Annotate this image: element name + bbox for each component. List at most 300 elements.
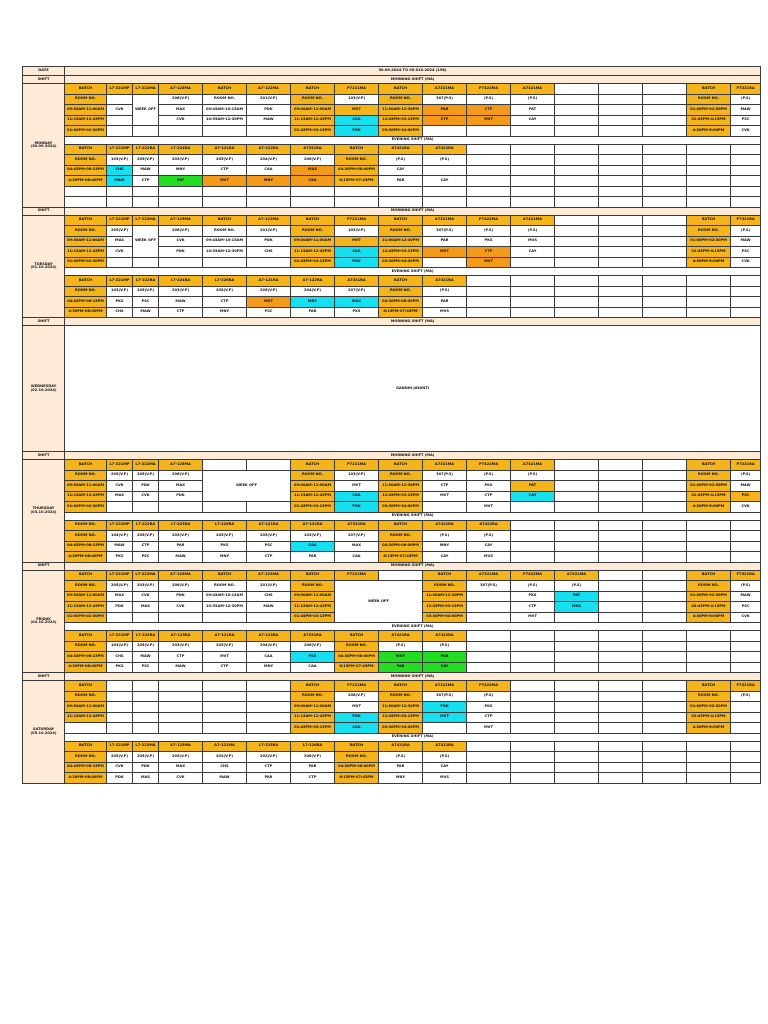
- day-cell: [23, 681, 65, 784]
- schedule-cell: PDK: [159, 247, 203, 258]
- schedule-cell: [467, 197, 511, 208]
- schedule-cell: 02:45PM-4:15PM: [687, 712, 731, 723]
- schedule-cell: [731, 752, 761, 763]
- schedule-cell: (P.S): [511, 581, 555, 592]
- day-date: (30.09.2024): [30, 144, 57, 149]
- schedule-cell: 09:45AM-10:15AM: [203, 236, 247, 247]
- schedule-cell: [599, 723, 643, 734]
- schedule-cell: [731, 631, 761, 642]
- schedule-cell: 04:30PM-06:00PM: [379, 297, 423, 308]
- schedule-cell: [731, 165, 761, 176]
- shift-label: SHIFT: [23, 76, 65, 84]
- schedule-cell: [599, 276, 643, 287]
- schedule-cell: ROOM NO.: [335, 641, 379, 652]
- schedule-cell: P7221MA: [335, 460, 379, 471]
- schedule-cell: [159, 691, 203, 702]
- schedule-cell: [643, 126, 687, 137]
- schedule-cell: CVK: [107, 481, 133, 492]
- schedule-cell: MVT: [423, 247, 467, 258]
- schedule-cell: CVK: [731, 126, 761, 137]
- schedule-cell: [159, 681, 203, 692]
- schedule-cell: [643, 531, 687, 542]
- schedule-cell: ROOM NO.: [379, 94, 423, 105]
- schedule-cell: [731, 286, 761, 297]
- schedule-cell: [555, 286, 599, 297]
- schedule-cell: P7422MA: [467, 460, 511, 471]
- schedule-cell: 01:45PM-03:15PM: [291, 612, 335, 623]
- schedule-cell: ROOM NO.: [65, 531, 107, 542]
- schedule-cell: 6:15PM-07:45PM: [335, 176, 379, 187]
- schedule-cell: 6:15PM-07:45PM: [379, 552, 423, 563]
- schedule-cell: A7331RA: [335, 276, 379, 287]
- schedule-cell: [423, 197, 467, 208]
- schedule-cell: ROOM NO.: [379, 531, 423, 542]
- timetable: [22, 66, 761, 784]
- schedule-cell: ROOM NO.: [291, 470, 335, 481]
- schedule-cell: MAW: [731, 591, 761, 602]
- schedule-cell: 201(V.P): [247, 581, 291, 592]
- schedule-cell: [65, 197, 107, 208]
- schedule-cell: A7321MA: [467, 570, 511, 581]
- schedule-cell: BATCH: [687, 460, 731, 471]
- schedule-cell: [599, 591, 643, 602]
- schedule-cell: 103(V.P): [335, 226, 379, 237]
- schedule-cell: 202(V.P): [247, 752, 291, 763]
- schedule-cell: ROOM NO.: [203, 581, 247, 592]
- schedule-cell: 307(P.S): [423, 226, 467, 237]
- schedule-cell: [555, 155, 599, 166]
- schedule-cell: [511, 541, 555, 552]
- day-date: (05.10.2024): [30, 730, 57, 735]
- schedule-cell: BATCH: [291, 84, 335, 95]
- schedule-cell: 205(V.P): [107, 752, 133, 763]
- schedule-cell: 11:15AM-12:45PM: [65, 247, 107, 258]
- schedule-cell: ROOM NO.: [423, 581, 467, 592]
- schedule-cell: [555, 276, 599, 287]
- schedule-cell: 205(V.P): [107, 226, 133, 237]
- schedule-cell: [555, 712, 599, 723]
- schedule-cell: ROOM NO.: [65, 226, 107, 237]
- schedule-cell: PAT: [555, 591, 599, 602]
- schedule-cell: CAA: [291, 541, 335, 552]
- schedule-cell: BATCH: [65, 215, 107, 226]
- schedule-cell: PAT: [511, 105, 555, 116]
- schedule-cell: PKS: [203, 541, 247, 552]
- schedule-cell: [731, 741, 761, 752]
- schedule-cell: 04:45PM-06:15PM: [65, 762, 107, 773]
- schedule-cell: MVT: [511, 612, 555, 623]
- schedule-cell: [247, 502, 291, 513]
- schedule-cell: ROOM NO.: [379, 691, 423, 702]
- schedule-cell: 04:45PM-06:15PM: [65, 297, 107, 308]
- schedule-cell: [467, 307, 511, 318]
- schedule-cell: CTP: [247, 552, 291, 563]
- schedule-cell: A7-125MA: [159, 570, 203, 581]
- schedule-cell: [467, 591, 511, 602]
- schedule-cell: PDK: [133, 481, 159, 492]
- schedule-cell: BATCH: [65, 460, 107, 471]
- schedule-cell: MAW: [159, 662, 203, 673]
- schedule-cell: [555, 84, 599, 95]
- schedule-cell: CHS: [247, 247, 291, 258]
- day-name: MONDAY: [34, 140, 53, 145]
- schedule-cell: [247, 257, 291, 268]
- schedule-cell: [599, 155, 643, 166]
- schedule-cell: [599, 712, 643, 723]
- schedule-cell: 205(V.P): [133, 752, 159, 763]
- schedule-cell: [643, 681, 687, 692]
- schedule-cell: CVK: [107, 105, 133, 116]
- schedule-cell: A7422RA: [467, 520, 511, 531]
- schedule-cell: [555, 612, 599, 623]
- schedule-cell: P7221MA: [335, 215, 379, 226]
- schedule-cell: [643, 197, 687, 208]
- schedule-cell: 207(V.P): [335, 286, 379, 297]
- schedule-cell: 04:30PM-06:00PM: [335, 165, 379, 176]
- schedule-cell: MAX: [335, 297, 379, 308]
- schedule-cell: [643, 541, 687, 552]
- schedule-cell: [643, 591, 687, 602]
- schedule-cell: [247, 612, 291, 623]
- schedule-cell: A7-122RA: [291, 276, 335, 287]
- schedule-cell: CVK: [159, 602, 203, 613]
- schedule-cell: MAS: [133, 602, 159, 613]
- schedule-cell: [133, 257, 159, 268]
- schedule-cell: [643, 491, 687, 502]
- schedule-cell: [133, 712, 159, 723]
- schedule-cell: [599, 762, 643, 773]
- schedule-cell: L7-222MA: [133, 570, 159, 581]
- schedule-cell: PSC: [247, 307, 291, 318]
- schedule-cell: [159, 723, 203, 734]
- schedule-cell: [555, 197, 599, 208]
- schedule-cell: A7422RA: [423, 144, 467, 155]
- schedule-cell: [423, 723, 467, 734]
- schedule-cell: PDK: [159, 591, 203, 602]
- shift-label: SHIFT: [23, 207, 65, 215]
- schedule-cell: MAW: [731, 236, 761, 247]
- schedule-cell: 103(V.P): [291, 531, 335, 542]
- schedule-cell: PSC: [133, 552, 159, 563]
- schedule-cell: 201(V.P): [247, 226, 291, 237]
- schedule-cell: 11:00AM-12:30PM: [423, 591, 467, 602]
- schedule-cell: [555, 691, 599, 702]
- schedule-cell: [731, 307, 761, 318]
- schedule-cell: A7421RA: [379, 741, 423, 752]
- schedule-cell: (P.S): [467, 470, 511, 481]
- schedule-cell: [511, 144, 555, 155]
- schedule-cell: 206(V.P): [159, 226, 203, 237]
- schedule-cell: [731, 144, 761, 155]
- schedule-cell: [291, 186, 335, 197]
- schedule-cell: A7321MA: [423, 460, 467, 471]
- schedule-cell: BATCH: [379, 215, 423, 226]
- schedule-cell: 205(V.P): [247, 286, 291, 297]
- schedule-cell: MVT: [335, 702, 379, 713]
- schedule-cell: CAY: [511, 247, 555, 258]
- schedule-cell: [107, 702, 133, 713]
- schedule-cell: MNY: [291, 297, 335, 308]
- schedule-cell: [687, 165, 731, 176]
- schedule-cell: 09:30AM-11:00AM: [65, 236, 107, 247]
- schedule-cell: BATCH: [379, 681, 423, 692]
- week-off-label: WEEK OFF: [133, 226, 159, 258]
- schedule-cell: [643, 741, 687, 752]
- schedule-cell: [335, 186, 379, 197]
- schedule-cell: CAA: [291, 176, 335, 187]
- schedule-cell: [599, 502, 643, 513]
- schedule-cell: [555, 105, 599, 116]
- schedule-cell: CVK: [133, 591, 159, 602]
- schedule-cell: CHS: [107, 165, 133, 176]
- schedule-cell: ROOM NO.: [687, 470, 731, 481]
- schedule-cell: A7-122RA: [247, 631, 291, 642]
- schedule-cell: 04:45PM-06:15PM: [65, 541, 107, 552]
- schedule-cell: [643, 641, 687, 652]
- schedule-cell: [379, 197, 423, 208]
- schedule-cell: MAX: [159, 762, 203, 773]
- schedule-cell: L7-226RA: [291, 741, 335, 752]
- schedule-cell: A7-125MA: [159, 215, 203, 226]
- schedule-cell: PSC: [731, 491, 761, 502]
- schedule-cell: 206(V.P): [159, 470, 203, 481]
- schedule-cell: [687, 297, 731, 308]
- schedule-cell: [107, 115, 133, 126]
- schedule-cell: [247, 712, 291, 723]
- schedule-cell: [687, 641, 731, 652]
- schedule-cell: [467, 176, 511, 187]
- schedule-cell: [687, 652, 731, 663]
- schedule-cell: PSC: [247, 541, 291, 552]
- schedule-cell: [107, 257, 133, 268]
- schedule-cell: MNY: [379, 773, 423, 784]
- evening-shift-title: EVENING SHIFT (MA): [65, 733, 761, 741]
- schedule-cell: [511, 762, 555, 773]
- schedule-cell: [511, 723, 555, 734]
- week-off-label: WEEK OFF: [335, 581, 423, 623]
- schedule-cell: 4:30PM-08:00PM: [65, 552, 107, 563]
- schedule-cell: 01:00PM-02:30PM: [687, 481, 731, 492]
- schedule-cell: MAW: [107, 176, 133, 187]
- schedule-cell: [555, 520, 599, 531]
- morning-shift-title: MORNING SHIFT (MA): [65, 318, 761, 326]
- schedule-cell: [731, 197, 761, 208]
- schedule-cell: 205(V.P): [247, 531, 291, 542]
- schedule-cell: CAA: [335, 247, 379, 258]
- schedule-cell: [511, 297, 555, 308]
- schedule-cell: [467, 276, 511, 287]
- schedule-cell: [599, 470, 643, 481]
- schedule-cell: [203, 691, 247, 702]
- schedule-cell: PDK: [335, 257, 379, 268]
- schedule-cell: 09:30AM-11:00AM: [65, 702, 107, 713]
- schedule-cell: ROOM NO.: [65, 641, 107, 652]
- schedule-cell: MNY: [247, 662, 291, 673]
- schedule-cell: MVT: [203, 176, 247, 187]
- day-date: (02.10.2024): [30, 387, 57, 392]
- schedule-cell: [555, 531, 599, 542]
- schedule-cell: MVT: [247, 297, 291, 308]
- schedule-cell: BATCH: [687, 84, 731, 95]
- schedule-cell: L7-222MA: [133, 84, 159, 95]
- schedule-cell: 203(V.P): [203, 752, 247, 763]
- schedule-cell: [731, 186, 761, 197]
- schedule-cell: A7321MA: [423, 681, 467, 692]
- schedule-cell: [599, 286, 643, 297]
- schedule-cell: MNY: [203, 307, 247, 318]
- schedule-cell: [643, 723, 687, 734]
- schedule-cell: A7421MA: [511, 84, 555, 95]
- schedule-cell: 11:00AM-12:30PM: [379, 105, 423, 116]
- schedule-cell: MVT: [335, 236, 379, 247]
- schedule-cell: [203, 126, 247, 137]
- schedule-cell: (P.S): [423, 531, 467, 542]
- schedule-cell: [511, 307, 555, 318]
- schedule-cell: [511, 186, 555, 197]
- day-name: FRIDAY: [36, 616, 51, 621]
- schedule-cell: 09:30AM-11:00AM: [65, 481, 107, 492]
- schedule-cell: [467, 773, 511, 784]
- schedule-cell: [643, 257, 687, 268]
- schedule-cell: 4:30PM-6:00PM: [687, 126, 731, 137]
- schedule-cell: [599, 631, 643, 642]
- schedule-cell: [555, 307, 599, 318]
- schedule-cell: [467, 186, 511, 197]
- schedule-cell: L7-222RA: [133, 631, 159, 642]
- schedule-cell: A7421MA: [511, 460, 555, 471]
- schedule-cell: 04:30PM-06:00PM: [335, 762, 379, 773]
- schedule-cell: [511, 752, 555, 763]
- schedule-cell: (P.S): [731, 226, 761, 237]
- schedule-cell: [731, 652, 761, 663]
- schedule-cell: CTP: [511, 602, 555, 613]
- schedule-cell: 205(V.P): [133, 286, 159, 297]
- schedule-cell: MVT: [467, 723, 511, 734]
- schedule-cell: (P.S): [511, 226, 555, 237]
- schedule-cell: 03:30PM-04:00PM: [423, 612, 467, 623]
- schedule-cell: 11:15AM-12:45PM: [291, 247, 335, 258]
- schedule-cell: 4:30PM-08:00PM: [65, 773, 107, 784]
- schedule-cell: PDK: [107, 773, 133, 784]
- schedule-cell: 4:30PM-6:00PM: [687, 612, 731, 623]
- schedule-cell: ROOM NO.: [687, 94, 731, 105]
- schedule-cell: [687, 307, 731, 318]
- schedule-cell: P7321RA: [731, 681, 761, 692]
- schedule-cell: [555, 491, 599, 502]
- schedule-cell: [731, 662, 761, 673]
- schedule-cell: PAR: [291, 307, 335, 318]
- schedule-cell: 01:00PM-02:30PM: [687, 236, 731, 247]
- schedule-cell: 09:30AM-11:00AM: [65, 105, 107, 116]
- schedule-cell: BATCH: [379, 84, 423, 95]
- schedule-cell: [599, 531, 643, 542]
- schedule-cell: [133, 186, 159, 197]
- schedule-cell: [203, 702, 247, 713]
- schedule-cell: [133, 502, 159, 513]
- schedule-cell: 09:30AM-11:00AM: [65, 591, 107, 602]
- schedule-cell: 01:00PM-02:30PM: [65, 612, 107, 623]
- schedule-cell: 09:00AM-11:00AM: [291, 105, 335, 116]
- schedule-cell: CAY: [467, 541, 511, 552]
- schedule-cell: L7-221MP: [107, 631, 133, 642]
- schedule-cell: 12:45PM-03:15PM: [379, 491, 423, 502]
- schedule-cell: CAY: [511, 115, 555, 126]
- schedule-cell: MAX: [159, 481, 203, 492]
- shift-label: SHIFT: [23, 452, 65, 460]
- schedule-cell: [511, 741, 555, 752]
- schedule-cell: [511, 773, 555, 784]
- schedule-cell: 03:30PM-04:00PM: [379, 126, 423, 137]
- schedule-cell: MAW: [731, 105, 761, 116]
- schedule-cell: 09:45AM-10:15AM: [203, 591, 247, 602]
- schedule-cell: BATCH: [379, 520, 423, 531]
- schedule-cell: 205(V.P): [107, 470, 133, 481]
- schedule-cell: [599, 226, 643, 237]
- schedule-cell: [555, 552, 599, 563]
- schedule-cell: [643, 144, 687, 155]
- schedule-cell: 204(V.P): [291, 286, 335, 297]
- schedule-cell: PKS: [107, 552, 133, 563]
- schedule-cell: PAT: [511, 481, 555, 492]
- schedule-cell: A7422RA: [423, 631, 467, 642]
- schedule-cell: 01:45PM-03:15PM: [291, 257, 335, 268]
- schedule-cell: PSC: [731, 247, 761, 258]
- schedule-cell: [159, 712, 203, 723]
- schedule-cell: [247, 197, 291, 208]
- schedule-cell: [731, 520, 761, 531]
- schedule-cell: [555, 481, 599, 492]
- schedule-cell: PAR: [379, 762, 423, 773]
- schedule-cell: [467, 286, 511, 297]
- schedule-cell: BATCH: [423, 570, 467, 581]
- schedule-cell: MAW: [133, 307, 159, 318]
- schedule-cell: A7-122MA: [247, 84, 291, 95]
- schedule-cell: L7-221MP: [107, 570, 133, 581]
- schedule-cell: L7-222MA: [133, 741, 159, 752]
- schedule-cell: PAR: [291, 762, 335, 773]
- schedule-cell: PKS: [511, 591, 555, 602]
- schedule-cell: CTP: [467, 247, 511, 258]
- schedule-cell: 201(V.P): [247, 94, 291, 105]
- schedule-cell: 6:15PM-07:45PM: [335, 662, 379, 673]
- schedule-cell: BATCH: [65, 631, 107, 642]
- schedule-cell: CAY: [423, 176, 467, 187]
- schedule-cell: [107, 691, 133, 702]
- schedule-cell: BATCH: [291, 570, 335, 581]
- schedule-cell: ROOM NO.: [65, 752, 107, 763]
- schedule-cell: [731, 773, 761, 784]
- schedule-cell: 307(P.S): [423, 470, 467, 481]
- schedule-cell: [555, 236, 599, 247]
- schedule-cell: [687, 552, 731, 563]
- schedule-cell: 12:45PM-03:15PM: [379, 247, 423, 258]
- schedule-cell: BATCH: [65, 741, 107, 752]
- schedule-cell: [555, 741, 599, 752]
- schedule-cell: L7-222MA: [133, 215, 159, 226]
- schedule-cell: (P.S): [423, 155, 467, 166]
- schedule-cell: [599, 612, 643, 623]
- schedule-cell: [599, 297, 643, 308]
- schedule-cell: 10:55AM-12:30PM: [203, 247, 247, 258]
- schedule-cell: [599, 144, 643, 155]
- schedule-cell: [643, 286, 687, 297]
- schedule-cell: [555, 762, 599, 773]
- schedule-cell: [159, 502, 203, 513]
- schedule-cell: PDK: [335, 126, 379, 137]
- week-off-label: WEEK OFF: [133, 94, 159, 126]
- schedule-cell: [731, 723, 761, 734]
- schedule-cell: [467, 762, 511, 773]
